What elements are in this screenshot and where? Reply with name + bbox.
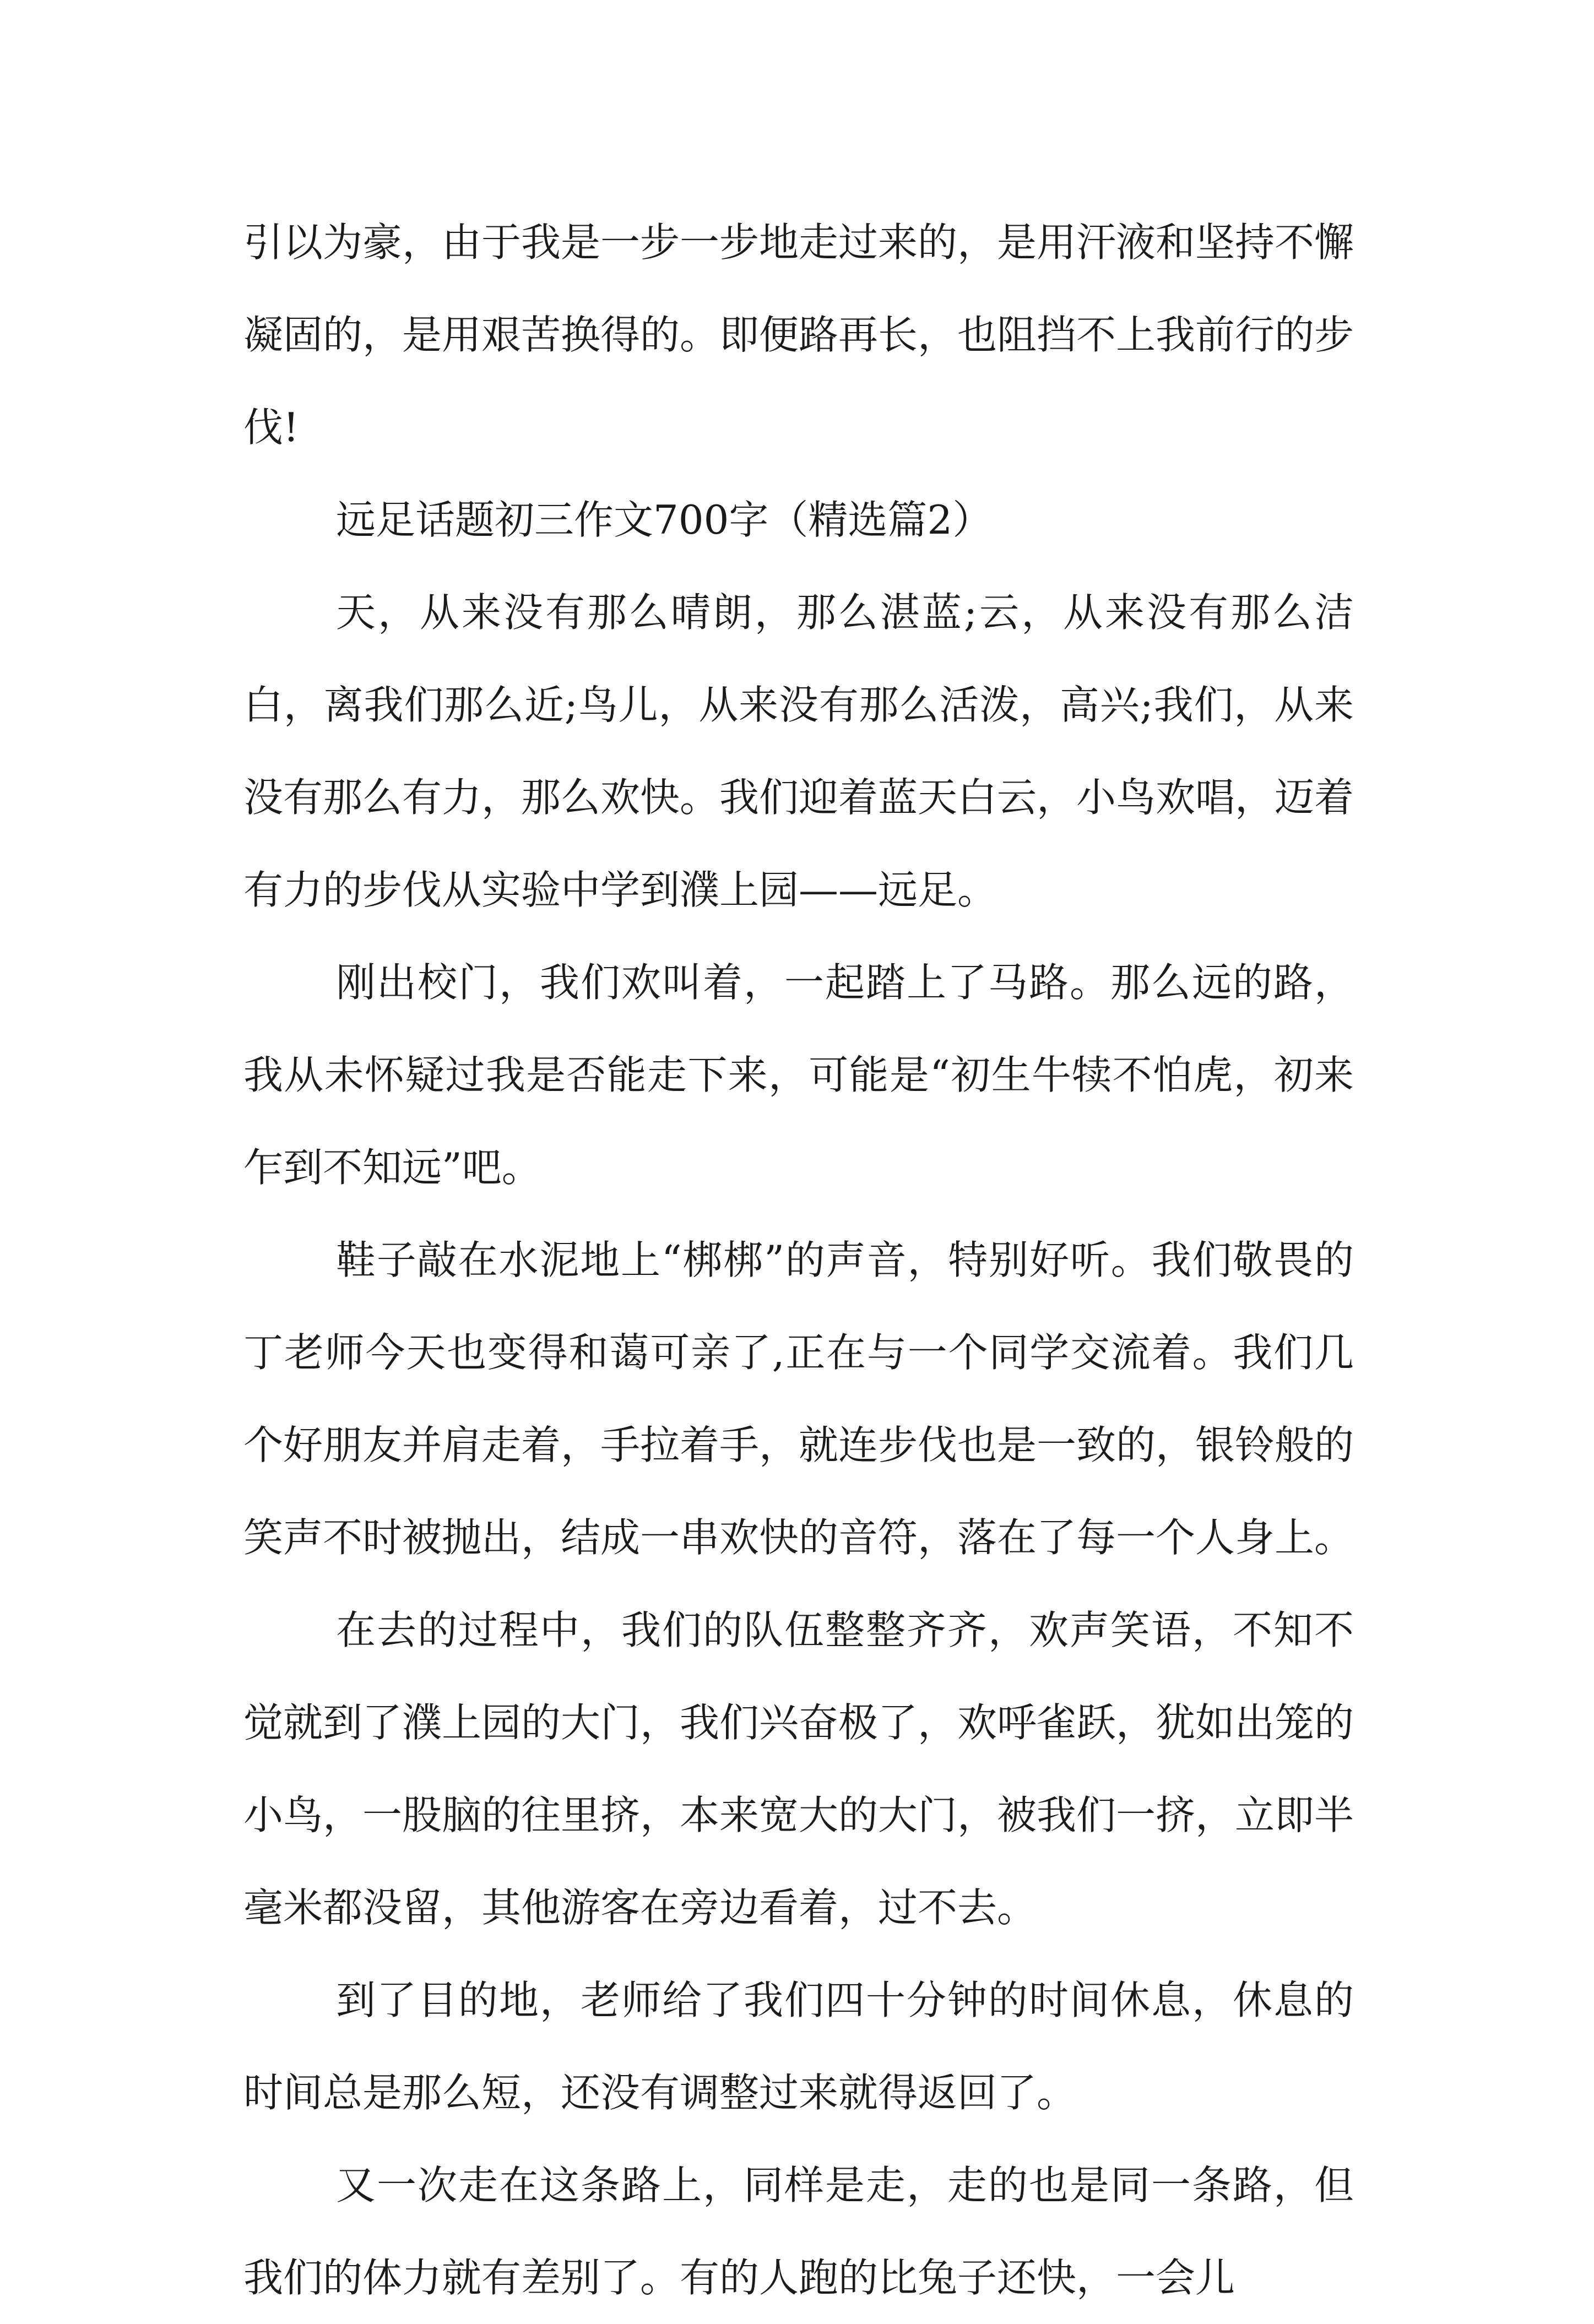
paragraph-continued: 引以为豪，由于我是一步一步地走过来的，是用汗液和坚持不懈凝固的，是用艰苦换得的。即便路再长，也阻挡不上我前行的步伐! xyxy=(243,219,1354,450)
section-heading: 远足话题初三作文700字（精选篇2） xyxy=(336,497,993,543)
paragraph: 到了目的地，老师给了我们四十分钟的时间休息，休息的时间总是那么短，还没有调整过来就得返回了。 xyxy=(243,1977,1354,2116)
paragraph: 又一次走在这条路上，同样是走，走的也是同一条路，但我们的体力就有差别了。有的人跑的比兔子还快，一会儿 xyxy=(243,2162,1354,2301)
paragraph: 在去的过程中，我们的队伍整整齐齐，欢声笑语，不知不觉就到了濮上园的大门，我们兴奋极了，欢呼雀跃，犹如出笼的小鸟，一股脑的往里挤，本来宽大的大门，被我们一挤，立即半毫米都没留，其他游客在旁边看着，过不去。 xyxy=(243,1607,1354,1931)
paragraph: 刚出校门，我们欢叫着，一起踏上了马路。那么远的路，我从未怀疑过我是否能走下来，可能是“初生牛犊不怕虎，初来乍到不知远”吧。 xyxy=(243,959,1354,1191)
paragraph: 鞋子敲在水泥地上“梆梆”的声音，特别好听。我们敬畏的丁老师今天也变得和蔼可亲了,正在与一个同学交流着。我们几个好朋友并肩走着，手拉着手，就连步伐也是一致的，银铃般的笑声不时被抛出，结成一串欢快的音符，落在了每一个人身上。 xyxy=(243,1237,1354,1561)
paragraph: 天，从来没有那么晴朗，那么湛蓝;云，从来没有那么洁白，离我们那么近;鸟儿，从来没有那么活泼，高兴;我们，从来没有那么有力，那么欢快。我们迎着蓝天白云，小鸟欢唱，迈着有力的步伐从实验中学到濮上园——远足。 xyxy=(243,589,1354,913)
document-body xyxy=(243,196,1354,2324)
